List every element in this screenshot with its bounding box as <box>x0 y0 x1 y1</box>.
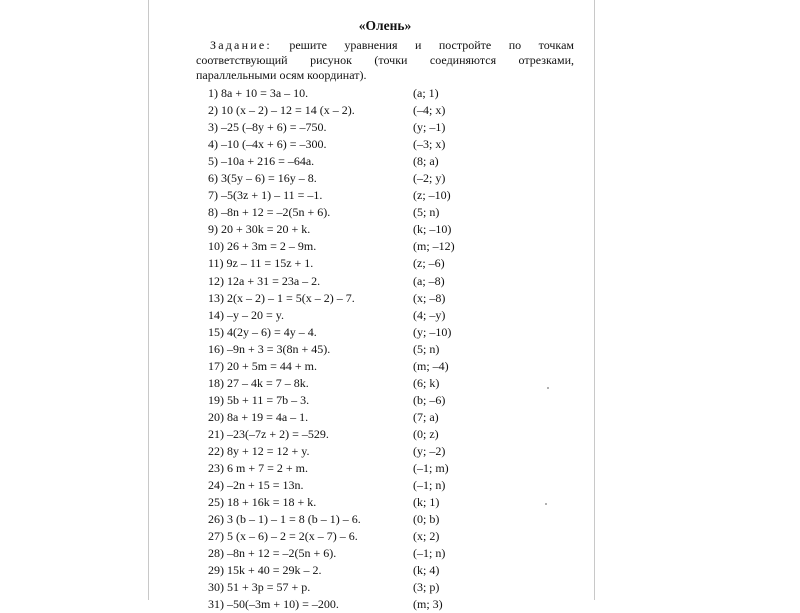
equation-text: 6) 3(5y – 6) = 16y – 8. <box>208 171 317 186</box>
point-coordinates: (5; n) <box>413 205 440 220</box>
task-heading: Задание: <box>210 38 272 52</box>
point-coordinates: (z; –10) <box>413 188 451 203</box>
point-coordinates: (m; –12) <box>413 239 455 254</box>
equation-list <box>196 85 574 613</box>
point-coordinates: (k; 1) <box>413 495 440 510</box>
equation-text: 30) 51 + 3p = 57 + p. <box>208 580 311 595</box>
point-coordinates: (a; –8) <box>413 273 445 288</box>
equation-row <box>196 136 574 153</box>
equation-row <box>196 290 574 307</box>
equation-row <box>196 443 574 460</box>
equation-text: 14) –y – 20 = y. <box>208 307 284 322</box>
point-coordinates: (k; 4) <box>413 563 440 578</box>
equation-text: 8) –8n + 12 = –2(5n + 6). <box>208 205 331 220</box>
equation-text: 15) 4(2y – 6) = 4y – 4. <box>208 324 317 339</box>
point-coordinates: (a; 1) <box>413 86 439 100</box>
point-coordinates: (6; k) <box>413 375 440 390</box>
equation-text: 2) 10 (x – 2) – 12 = 14 (x – 2). <box>208 103 355 118</box>
equation-text: 13) 2(x – 2) – 1 = 5(x – 2) – 7. <box>208 290 355 305</box>
equation-row <box>196 273 574 290</box>
page-edge-left <box>148 0 149 600</box>
equation-text: 31) –50(–3m + 10) = –200. <box>208 597 339 612</box>
equation-row <box>196 170 574 187</box>
equation-row <box>196 358 574 375</box>
equation-row <box>196 221 574 238</box>
point-coordinates: (–1; m) <box>413 461 449 476</box>
equation-text: 12) 12a + 31 = 23a – 2. <box>208 273 321 288</box>
point-coordinates: (b; –6) <box>413 392 446 407</box>
point-coordinates: (7; a) <box>413 409 439 424</box>
point-coordinates: (0; b) <box>413 512 440 527</box>
point-coordinates: (m; –4) <box>413 358 449 373</box>
equation-row <box>196 204 574 221</box>
equation-row <box>196 341 574 358</box>
equation-text: 11) 9z – 11 = 15z + 1. <box>208 256 314 271</box>
equation-row <box>196 579 574 596</box>
equation-text: 9) 20 + 30k = 20 + k. <box>208 222 311 237</box>
task-paragraph <box>196 38 574 83</box>
equation-row <box>196 596 574 613</box>
point-coordinates: (3; p) <box>413 580 440 595</box>
equation-text: 3) –25 (–8y + 6) = –750. <box>208 120 327 135</box>
equation-text: 23) 6 m + 7 = 2 + m. <box>208 461 308 476</box>
point-coordinates: (–1; n) <box>413 478 446 493</box>
equation-row <box>196 102 574 119</box>
equation-row <box>196 528 574 545</box>
equation-text: 10) 26 + 3m = 2 – 9m. <box>208 239 317 254</box>
point-coordinates: (–3; x) <box>413 137 446 152</box>
task-text: решите уравнения и постройте по точкам соответствующий рисунок (точки соединяются отрезками, параллельными осям координат). <box>196 38 574 82</box>
equation-text: 16) –9n + 3 = 3(8n + 45). <box>208 341 331 356</box>
equation-text: 5) –10a + 216 = –64a. <box>208 154 315 169</box>
equation-text: 17) 20 + 5m = 44 + m. <box>208 358 317 373</box>
equation-text: 18) 27 – 4k = 7 – 8k. <box>208 375 309 390</box>
equation-row <box>196 460 574 477</box>
point-coordinates: (0; z) <box>413 426 439 441</box>
point-coordinates: (x; 2) <box>413 529 440 544</box>
equation-row <box>196 426 574 443</box>
point-coordinates: (x; –8) <box>413 290 446 305</box>
point-coordinates: (y; –10) <box>413 324 452 339</box>
equation-text: 22) 8y + 12 = 12 + y. <box>208 443 310 458</box>
equation-text: 20) 8a + 19 = 4a – 1. <box>208 409 309 424</box>
point-coordinates: (y; –2) <box>413 443 446 458</box>
equation-row <box>196 187 574 204</box>
equation-row <box>196 324 574 341</box>
point-coordinates: (k; –10) <box>413 222 452 237</box>
equation-row <box>196 255 574 272</box>
equation-row <box>196 375 574 392</box>
equation-text: 24) –2n + 15 = 13n. <box>208 478 304 493</box>
equation-text: 25) 18 + 16k = 18 + k. <box>208 495 317 510</box>
point-coordinates: (–2; y) <box>413 171 446 186</box>
point-coordinates: (8; a) <box>413 154 439 169</box>
equation-row <box>196 153 574 170</box>
point-coordinates: (–1; n) <box>413 546 446 561</box>
equation-row <box>196 119 574 136</box>
equation-row <box>196 494 574 511</box>
point-coordinates: (–4; x) <box>413 103 446 118</box>
point-coordinates: (z; –6) <box>413 256 445 271</box>
equation-text: 27) 5 (x – 6) – 2 = 2(x – 7) – 6. <box>208 529 358 544</box>
equation-row <box>196 409 574 426</box>
equation-text: 4) –10 (–4x + 6) = –300. <box>208 137 327 152</box>
equation-row <box>196 307 574 324</box>
equation-text: 1) 8a + 10 = 3a – 10. <box>208 86 309 100</box>
equation-row <box>196 238 574 255</box>
equation-row <box>196 477 574 494</box>
equation-text: 26) 3 (b – 1) – 1 = 8 (b – 1) – 6. <box>208 512 361 527</box>
equation-text: 29) 15k + 40 = 29k – 2. <box>208 563 322 578</box>
worksheet <box>196 18 574 613</box>
point-coordinates: (5; n) <box>413 341 440 356</box>
equation-row <box>196 562 574 579</box>
worksheet-title: «Олень» <box>358 18 412 33</box>
equation-row <box>196 511 574 528</box>
page-edge-right <box>594 0 595 600</box>
equation-text: 28) –8n + 12 = –2(5n + 6). <box>208 546 337 561</box>
point-coordinates: (m; 3) <box>413 597 443 612</box>
equation-text: 21) –23(–7z + 2) = –529. <box>208 426 329 441</box>
equation-text: 7) –5(3z + 1) – 11 = –1. <box>208 188 323 203</box>
equation-row <box>196 85 574 102</box>
point-coordinates: (y; –1) <box>413 120 446 135</box>
point-coordinates: (4; –y) <box>413 307 446 322</box>
equation-row <box>196 545 574 562</box>
equation-text: 19) 5b + 11 = 7b – 3. <box>208 392 310 407</box>
equation-row <box>196 392 574 409</box>
